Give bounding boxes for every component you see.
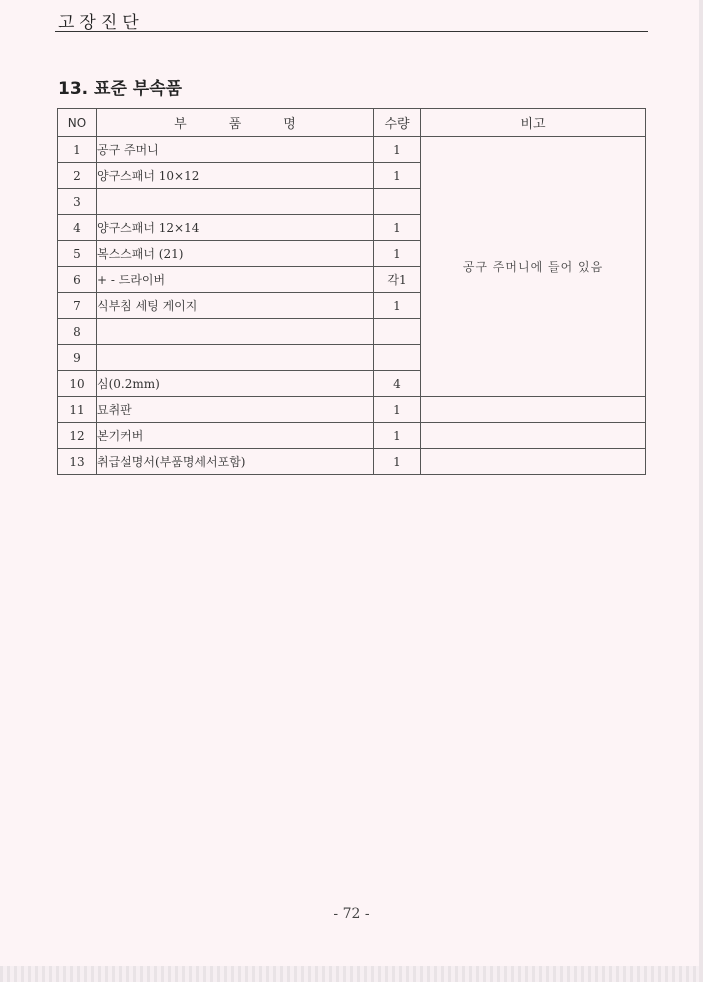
row-qty: 1: [374, 241, 421, 267]
row-qty: 1: [374, 449, 421, 475]
row-no: 12: [58, 423, 97, 449]
row-no: 7: [58, 293, 97, 319]
table-row: [58, 423, 646, 449]
row-qty: 1: [374, 397, 421, 423]
row-qty: [374, 319, 421, 345]
row-no: 3: [58, 189, 97, 215]
row-name: 묘취판: [97, 397, 374, 423]
row-no: 11: [58, 397, 97, 423]
row-no: 10: [58, 371, 97, 397]
row-no: 9: [58, 345, 97, 371]
row-qty: 각1: [374, 267, 421, 293]
page-number: - 72 -: [333, 906, 370, 922]
row-qty: [374, 345, 421, 371]
row-qty: 1: [374, 423, 421, 449]
row-name: [97, 345, 374, 371]
row-qty: 1: [374, 215, 421, 241]
section-title: 13. 표준 부속품: [58, 79, 183, 99]
row-qty: 1: [374, 137, 421, 163]
row-qty: 4: [374, 371, 421, 397]
row-no: 1: [58, 137, 97, 163]
accessories-table: [57, 108, 646, 475]
row-name: 양구스패너 10×12: [97, 163, 374, 189]
row-name: 취급설명서(부품명세서포함): [97, 449, 374, 475]
header-title: 고장진단: [58, 13, 144, 33]
row-name: [97, 319, 374, 345]
row-name: 심(0.2mm): [97, 371, 374, 397]
scan-right-edge: [699, 0, 703, 982]
row-note: [421, 449, 646, 475]
merged-note: 공구 주머니에 들어 있음: [421, 137, 646, 397]
row-no: 13: [58, 449, 97, 475]
row-name: 복스스패너 (21): [97, 241, 374, 267]
row-no: 5: [58, 241, 97, 267]
row-no: 6: [58, 267, 97, 293]
row-qty: 1: [374, 293, 421, 319]
row-note: [421, 423, 646, 449]
table-row: [58, 137, 646, 163]
row-qty: 1: [374, 163, 421, 189]
scan-bottom-edge: [0, 966, 703, 982]
header-note: 비고: [421, 109, 646, 137]
row-no: 8: [58, 319, 97, 345]
table-row: [58, 449, 646, 475]
header-rule: [55, 31, 648, 32]
row-no: 2: [58, 163, 97, 189]
row-name: 양구스패너 12×14: [97, 215, 374, 241]
row-name: 식부침 세팅 게이지: [97, 293, 374, 319]
header-qty: 수량: [374, 109, 421, 137]
row-name: [97, 189, 374, 215]
table-header-row: [58, 109, 646, 137]
table-row: [58, 397, 646, 423]
row-name: + - 드라이버: [97, 267, 374, 293]
row-name: 공구 주머니: [97, 137, 374, 163]
header-name: 부품명: [97, 109, 374, 137]
row-no: 4: [58, 215, 97, 241]
row-name: 본기커버: [97, 423, 374, 449]
row-qty: [374, 189, 421, 215]
header-no: NO: [58, 109, 97, 137]
row-note: [421, 397, 646, 423]
